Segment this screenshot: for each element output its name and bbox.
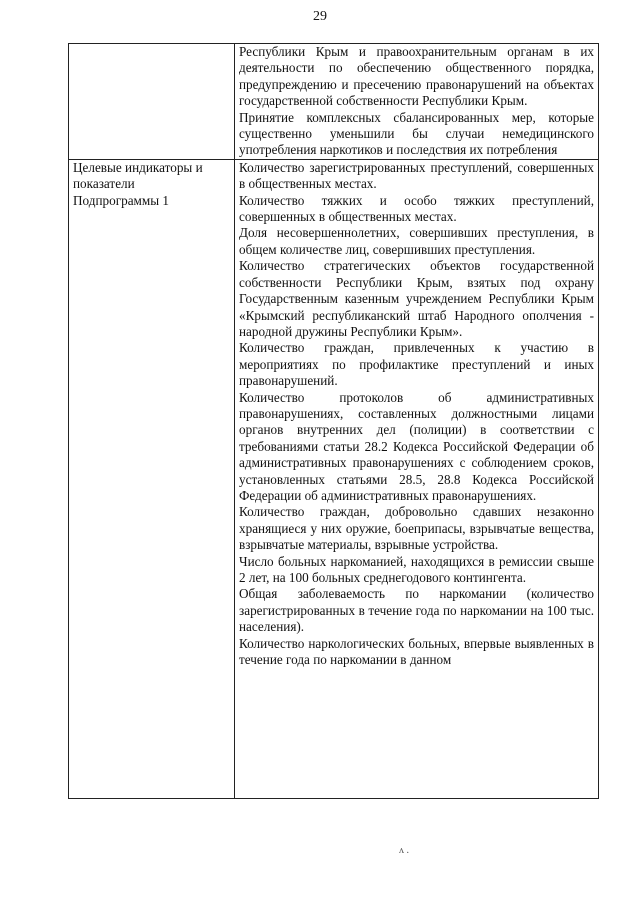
row-label-cell <box>69 159 235 798</box>
indicator-paragraph: Общая заболеваемость по наркомании (количество зарегистрированных в течение года по наркомании на 100 тыс. населения). <box>239 586 594 635</box>
row-label-cell <box>69 44 235 160</box>
scan-mark: ʌ . <box>399 845 409 856</box>
indicator-paragraph: Число больных наркоманией, находящихся в ремиссии свыше 2 лет, на 100 больных среднегодового контингента. <box>239 553 594 585</box>
row-label-subprogram: Подпрограммы 1 <box>73 192 169 208</box>
paragraph: Принятие комплексных сбалансированных мер, которые существенно уменьшили бы случаи немедицинского употребления наркотиков и последствия их потребления <box>239 109 594 158</box>
table-row <box>69 159 599 798</box>
indicator-paragraph: Количество граждан, добровольно сдавших незаконно хранящиеся у них оружие, боеприпасы, взрывчатые вещества, взрывчатые материалы, взрывные устройства. <box>239 504 594 553</box>
table-row <box>69 44 599 160</box>
indicator-paragraph: Количество зарегистрированных преступлений, совершенных в общественных местах. <box>239 159 594 192</box>
indicator-paragraph: Количество протоколов об административных правонарушениях, составленных должностными лицами органов внутренних дел (полиции) в соответствии с требованиями статьи 28.2 Кодекса Российской Федерации об административных правонарушениях с соблюдением сроков, установленных статьями 28.5, 28.8 Кодекса Российской Федерации об административных правонарушениях. <box>239 389 594 503</box>
paragraph: Республики Крым и правоохранительным органам в их деятельности по обеспечению общественного порядка, предупреждению и пресечению правонарушений на объектах государственной собственности Республики Крым. <box>239 44 594 109</box>
row-content-cell <box>235 159 599 798</box>
indicator-paragraph: Доля несовершеннолетних, совершивших преступления, в общем количестве лиц, совершивших преступления. <box>239 225 594 257</box>
row-label-title: Целевые индикаторы и показатели <box>73 159 203 192</box>
indicator-paragraph: Количество наркологических больных, впервые выявленных в течение года по наркомании в данном <box>239 635 594 668</box>
page-number: 29 <box>313 9 327 24</box>
row-content-cell <box>235 44 599 160</box>
indicator-paragraph: Количество стратегических объектов государственной собственности Республики Крым, взятых под охрану Государственным казенным учреждением Республики Крым «Крымский республиканский штаб Народного ополчения - народной дружины Республики Крым». <box>239 258 594 339</box>
indicator-paragraph: Количество тяжких и особо тяжких преступлений, совершенных в общественных местах. <box>239 192 594 225</box>
program-passport-table <box>68 43 599 799</box>
indicator-paragraph: Количество граждан, привлеченных к участию в мероприятиях по профилактике преступлений и иных правонарушений. <box>239 340 594 389</box>
